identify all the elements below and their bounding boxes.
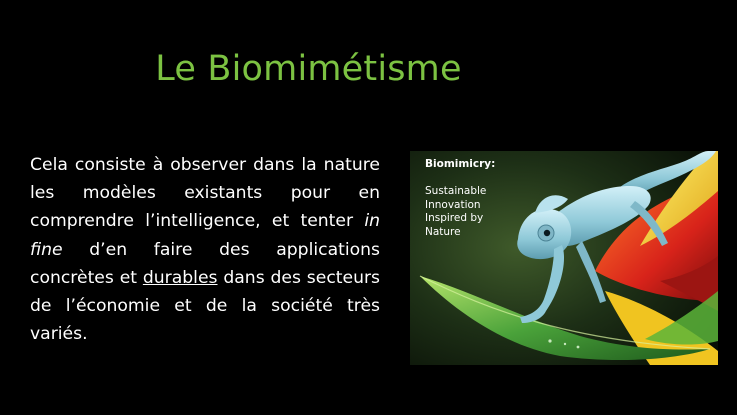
slide-title: Le Biomimétisme — [155, 49, 462, 89]
body-text-part3: dans des secteurs de l’économie et de la société très variés. — [30, 267, 380, 345]
chameleon-illustration — [410, 151, 718, 365]
body-text-part1: Cela consiste à observer dans la nature les modèles existants pour en comprendre l’intelligence, et tenter — [30, 155, 380, 232]
body-italic-in: in — [364, 211, 380, 232]
body-italic-fine: fine — [30, 239, 63, 260]
image-caption-line: Inspired by — [425, 212, 484, 224]
image-caption-body — [425, 185, 525, 239]
body-text-part2: d’en faire des applications concrètes et — [30, 239, 380, 288]
image-caption-title: Biomimicry: — [425, 158, 496, 170]
image-caption-line: Innovation — [425, 198, 481, 211]
body-paragraph — [30, 151, 380, 348]
biomimicry-image — [410, 151, 718, 365]
image-caption-line: Nature — [425, 225, 461, 238]
body-underlined-word: durables — [142, 267, 218, 288]
image-caption-line: Sustainable — [425, 185, 487, 197]
